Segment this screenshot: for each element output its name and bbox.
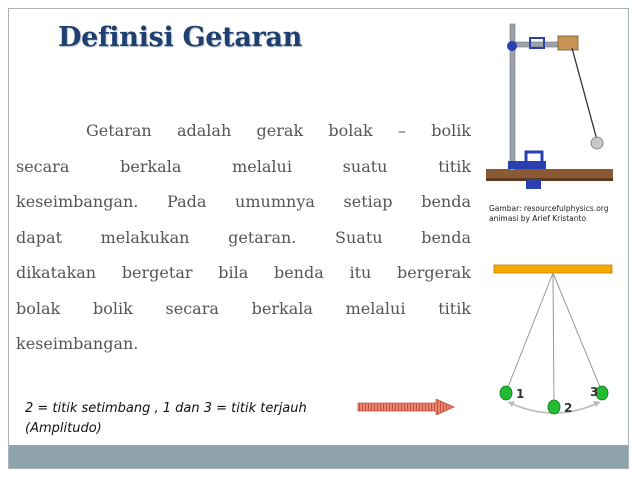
clamp-knob xyxy=(507,41,517,51)
wooden-base xyxy=(486,169,613,179)
pendulum-diagram xyxy=(488,262,618,422)
paragraph-line: dikatakan bergetar bila benda itu bergerak xyxy=(16,263,471,282)
image-credit-line: animasi by Arief Kristanto xyxy=(489,214,587,223)
caption-note-line: (Amplitudo) xyxy=(25,421,102,436)
string-right xyxy=(553,273,602,392)
bob-position-1 xyxy=(500,386,512,400)
footer-bar xyxy=(9,445,628,468)
paragraph-line: bolak bolik secara berkala melalui titik xyxy=(16,298,471,318)
label-1: 1 xyxy=(516,387,525,401)
pendulum-bob xyxy=(591,137,603,149)
paragraph-line: keseimbangan. xyxy=(16,334,139,353)
pendulum-support-bar xyxy=(494,265,612,273)
image-credit-line: Gambar: resourcefulphysics.org xyxy=(489,204,609,213)
caption-note xyxy=(25,399,345,439)
pendulum-string xyxy=(572,48,597,140)
bob-position-2 xyxy=(548,400,560,414)
string-left xyxy=(506,273,553,392)
image-credit xyxy=(489,204,609,224)
paragraph-line: keseimbangan. Pada umumnya setiap benda xyxy=(16,192,471,211)
label-2: 2 xyxy=(564,401,573,415)
paragraph-line: dapat melakukan getaran. Suatu benda xyxy=(16,227,471,247)
pendulum-stand-illustration xyxy=(486,22,616,194)
paragraph-line: Getaran adalah gerak bolak – bolik xyxy=(86,121,471,140)
slide-title: Definisi Getaran xyxy=(58,22,302,53)
pivot-block xyxy=(558,36,578,50)
right-arrow-icon xyxy=(356,399,456,415)
paragraph-line: secara berkala melalui suatu titik xyxy=(16,156,471,176)
definition-paragraph xyxy=(16,113,471,362)
label-3: 3 xyxy=(590,385,599,399)
string-middle xyxy=(553,273,554,406)
caption-note-line: 2 = titik setimbang , 1 dan 3 = titik terjauh xyxy=(25,401,307,416)
